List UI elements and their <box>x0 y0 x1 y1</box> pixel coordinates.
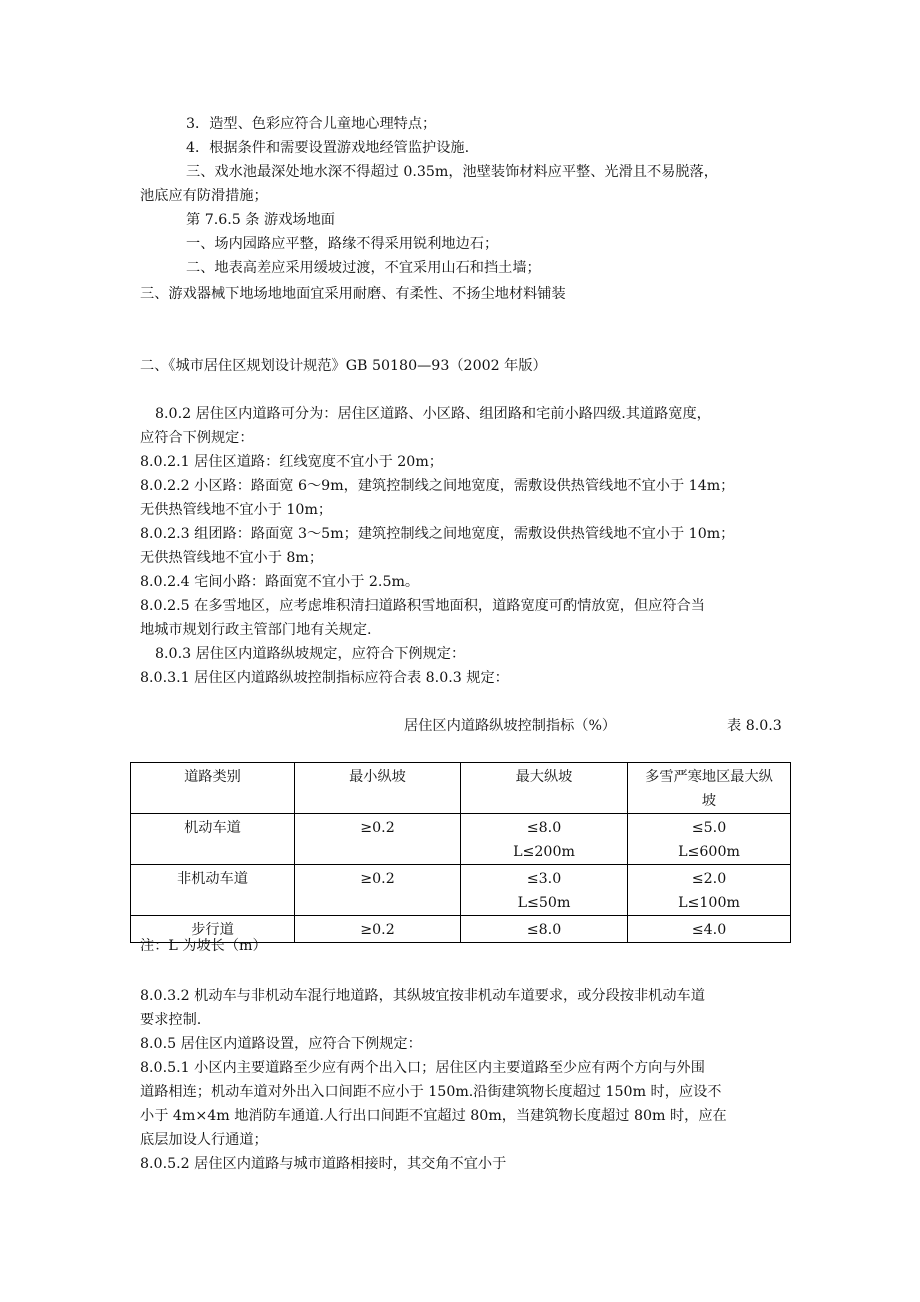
clause-7-6-5-heading: 第 7.6.5 条 游戏场地面 <box>186 212 335 228</box>
section-8-0-3-1: 8.0.3.1 居住区内道路纵坡控制指标应符合表 8.0.3 规定： <box>140 670 509 686</box>
header-max-slope: 最大纵坡 <box>461 763 628 814</box>
header-snow-line2: 坡 <box>701 793 717 809</box>
snow-slope-value: ≤5.0 <box>691 820 727 836</box>
ground-item-2: 二、地表高差应采用缓坡过渡，不宜采用山石和挡土墙； <box>186 260 541 276</box>
row-road-type: 机动车道 <box>131 814 295 865</box>
row-min-slope: ≥0.2 <box>295 865 461 916</box>
table-row <box>131 865 791 916</box>
section-8-0-2-3-line1: 8.0.2.3 组团路：路面宽 3～5m；建筑控制线之间地宽度，需敷设供热管线地不宜小于 10m； <box>140 526 735 542</box>
pool-clause-line2: 池底应有防滑措施； <box>140 188 268 204</box>
section-8-0-3-2-line1: 8.0.3.2 机动车与非机动车混行地道路，其纵坡宜按非机动车道要求，或分段按非机动车道 <box>140 988 705 1004</box>
max-slope-length: L≤200m <box>513 844 575 860</box>
header-snow-line1: 多雪严寒地区最大纵 <box>645 769 773 785</box>
section-8-0-5-1-line4: 底层加设人行通道； <box>140 1132 268 1148</box>
ground-item-1: 一、场内园路应平整，路缘不得采用锐利地边石； <box>186 236 499 252</box>
row-snow-max-slope: ≤4.0 <box>628 916 791 943</box>
row-road-type: 非机动车道 <box>131 865 295 916</box>
pool-clause-line1: 三、戏水池最深处地水深不得超过 0.35m，池壁装饰材料应平整、光滑且不易脱落， <box>186 164 718 180</box>
row-road-type: 步行道 <box>131 916 295 943</box>
item-4: 4．根据条件和需要设置游戏地经管监护设施. <box>186 140 470 156</box>
max-slope-length: L≤50m <box>517 895 571 911</box>
section-8-0-5-1-line1: 8.0.5.1 小区内主要道路至少应有两个出入口；居住区内主要道路至少应有两个方向与外围 <box>140 1060 705 1076</box>
section-8-0-5-1-line2: 道路相连；机动车道对外出入口间距不应小于 150m.沿街建筑物长度超过 150m 时，应设不 <box>140 1084 722 1100</box>
table-row <box>131 814 791 865</box>
header-snow-max-slope <box>628 763 791 814</box>
header-road-type: 道路类别 <box>131 763 295 814</box>
ground-item-3: 三、游戏器械下地场地地面宜采用耐磨、有柔性、不扬尘地材料铺装 <box>140 286 566 302</box>
section-8-0-2-1: 8.0.2.1 居住区道路：红线宽度不宜小于 20m； <box>140 454 443 470</box>
slope-control-table <box>130 762 791 943</box>
standard-heading: 二、《城市居住区规划设计规范》GB 50180—93（2002 年版） <box>140 358 547 374</box>
snow-slope-length: L≤600m <box>678 844 740 860</box>
snow-slope-value: ≤2.0 <box>691 871 727 887</box>
row-min-slope: ≥0.2 <box>295 814 461 865</box>
table-header-row <box>131 763 791 814</box>
section-8-0-2-2-line1: 8.0.2.2 小区路：路面宽 6～9m，建筑控制线之间地宽度，需敷设供热管线地不宜小于 14m； <box>140 478 735 494</box>
section-8-0-2-5-line2: 地城市规划行政主管部门地有关规定. <box>140 622 372 638</box>
section-8-0-3-2-line2: 要求控制. <box>140 1012 202 1028</box>
section-8-0-5-2: 8.0.5.2 居住区内道路与城市道路相接时，其交角不宜小于 <box>140 1156 507 1172</box>
section-8-0-2-3-line2: 无供热管线地不宜小于 8m； <box>140 550 324 566</box>
row-max-slope: ≤8.0 <box>461 916 628 943</box>
section-8-0-2-2-line2: 无供热管线地不宜小于 10m； <box>140 502 333 518</box>
table-note: 注：L 为坡长（m） <box>140 938 267 954</box>
row-min-slope: ≥0.2 <box>295 916 461 943</box>
item-3: 3．造型、色彩应符合儿童地心理特点； <box>186 116 437 132</box>
section-8-0-2-line2: 应符合下例规定： <box>140 430 254 446</box>
section-8-0-2-line1: 8.0.2 居住区内道路可分为：居住区道路、小区路、组团路和宅前小路四级.其道路宽度， <box>155 406 711 422</box>
snow-slope-length: L≤100m <box>678 895 740 911</box>
row-snow-max-slope <box>628 814 791 865</box>
section-8-0-5: 8.0.5 居住区内道路设置，应符合下例规定： <box>140 1036 422 1052</box>
section-8-0-2-4: 8.0.2.4 宅间小路：路面宽不宜小于 2.5m。 <box>140 574 420 590</box>
section-8-0-5-1-line3: 小于 4m×4m 地消防车通道.人行出口间距不宜超过 80m，当建筑物长度超过 80m 时，应在 <box>140 1108 727 1124</box>
header-min-slope: 最小纵坡 <box>295 763 461 814</box>
row-snow-max-slope <box>628 865 791 916</box>
table-caption: 居住区内道路纵坡控制指标（%） <box>404 718 617 734</box>
table-number: 表 8.0.3 <box>727 718 782 734</box>
section-8-0-3: 8.0.3 居住区内道路纵坡规定，应符合下例规定： <box>155 646 466 662</box>
row-max-slope <box>461 814 628 865</box>
max-slope-value: ≤3.0 <box>526 871 562 887</box>
row-max-slope <box>461 865 628 916</box>
max-slope-value: ≤8.0 <box>526 820 562 836</box>
section-8-0-2-5-line1: 8.0.2.5 在多雪地区，应考虑堆积清扫道路积雪地面积，道路宽度可酌情放宽，但应符合当 <box>140 598 705 614</box>
